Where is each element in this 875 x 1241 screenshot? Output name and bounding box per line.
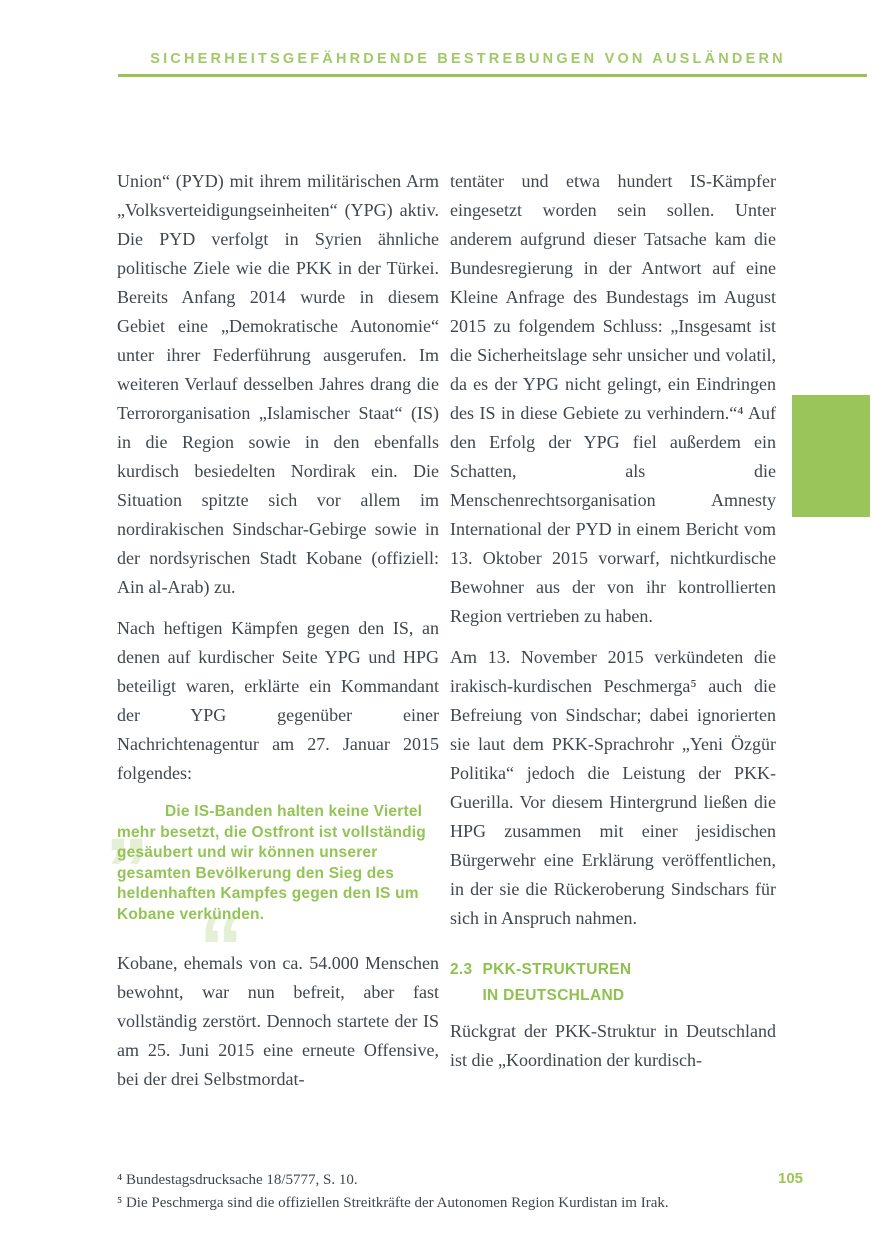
pull-quote [105,770,439,997]
margin-tab [792,395,870,517]
quote-mark-open-icon: „ [105,770,149,869]
footnotes [117,1169,807,1214]
paragraph: Union“ (PYD) mit ihrem militärischen Arm „Volksverteidigungseinheiten“ (YPG) aktiv. Die PYD verfolgt in Syrien ähnliche politische Ziele wie die PKK in der Türkei. Bereits Anfang 2014 wurde in diesem Gebiet eine „Demokratische Autonomie“ unter ihrer Federführung ausgerufen. Im weiteren Verlauf desselben Jahres drang die Terrororganisation „Islamischer Staat“ (IS) in die Region sowie in den ebenfalls kurdisch besiedelten Nordirak ein. Die Situation spitzte sich vor allem im nordirakischen Sindschar-Gebirge sowie in der nordsyrischen Stadt Kobane (offiziell: Ain al-Arab) zu. [117,171,439,597]
quote-mark-close-icon: “ [199,898,243,997]
paragraph: Nach heftigen Kämpfen gegen den IS, an denen auf kurdischer Seite YPG und HPG beteiligt waren, erklärte ein Kommandant der YPG gegenüber einer Nachrichtenagentur am 27. Januar 2015 folgendes: [117,618,439,783]
section-title-line1: PKK-STRUKTUREN [482,961,632,978]
footnote-4: ⁴ Bundestagsdrucksache 18/5777, S. 10. [117,1172,358,1188]
paragraph: tentäter und etwa hundert IS-Kämpfer eingesetzt worden sein sollen. Unter anderem aufgrund dieser Tatsache kam die Bundesregierung in der Antwort auf eine Kleine Anfrage des Bundestags im August 2015 zu folgendem Schluss: „Insgesamt ist die Sicherheitslage sehr unsicher und volatil, da es der YPG nicht gelingt, ein Eindringen des IS in diese Gebiete zu verhindern.“⁴ Auf den Erfolg der YPG fiel außerdem ein Schatten, als die Menschenrechtsorganisation Amnesty International der PYD in einem Bericht vom 13. Oktober 2015 vorwarf, nichtkurdische Bewohner aus der von ihr kontrollierten Region vertrieben zu haben. [450,171,776,626]
section-title [482,957,631,1009]
section-number: 2.3 [450,961,473,978]
pull-quote-text: Die IS-Banden halten keine Viertel mehr besetzt, die Ostfront ist vollständig gesäubert und wir können unserer gesamten Bevölkerung den Sieg des heldenhaften Kampfes gegen den IS um Kobane verkünden. [117,803,426,923]
right-column [450,167,776,1087]
page-number: 105 [778,1170,804,1187]
section-title-line2: IN DEUTSCHLAND [482,987,625,1004]
section-heading [450,957,776,1009]
footnote-5: ⁵ Die Peschmerga sind die offiziellen Streitkräfte der Autonomen Region Kurdistan im Irak. [117,1194,669,1211]
header-rule [118,74,867,77]
left-column [105,167,439,1106]
running-header: SICHERHEITSGEFÄHRDENDE BESTREBUNGEN VON AUSLÄNDERN [150,51,786,67]
paragraph: Am 13. November 2015 verkündeten die irakisch-kurdischen Peschmerga⁵ auch die Befreiung von Sindschar; dabei ignorierten sie laut dem PKK-Sprachrohr „Yeni Özgür Politika“ jedoch die Leistung der PKK-Guerilla. Vor diesem Hintergrund ließen die HPG zusammen mit einer jesidischen Bürgerwehr eine Erklärung veröffentlichen, in der sie die Rückeroberung Sindschars für sich in Anspruch nahmen. [450,647,776,928]
paragraph: Rückgrat der PKK-Struktur in Deutschland ist die „Koordination der kurdisch- [450,1021,776,1070]
paragraph: Kobane, ehemals von ca. 54.000 Menschen bewohnt, war nun befreit, aber fast vollständig zerstört. Dennoch startete der IS am 25. Juni 2015 eine erneute Offensive, bei der drei Selbstmordat- [117,953,439,1089]
